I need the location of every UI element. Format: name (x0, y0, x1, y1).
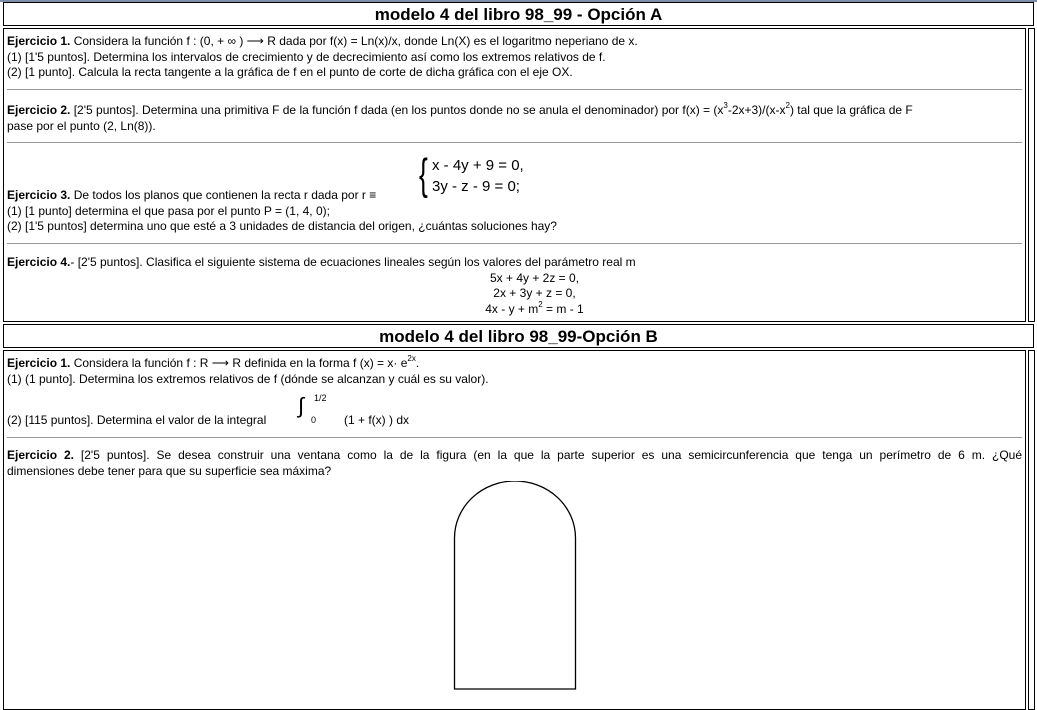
exercise-label: Ejercicio 1. (7, 356, 71, 370)
equation-part: = m - 1 (542, 301, 584, 316)
equation: x - 4y + 9 = 0, (432, 157, 524, 174)
option-a-exercise-2 (7, 103, 1022, 134)
exercise-text: ) tal que la gráfica de F (789, 103, 913, 117)
exercise-label: Ejercicio 2. (7, 103, 71, 117)
superscript: 2 (785, 101, 790, 110)
equation (47, 299, 1022, 318)
exercise-text: -2x+3)/(x-x (727, 103, 786, 117)
exercise-label: Ejercicio 4. (7, 255, 71, 269)
window-outline (455, 481, 576, 689)
window-figure (450, 481, 580, 693)
exercise-text: . (415, 356, 420, 370)
superscript: 2x (407, 354, 416, 363)
exercise-text: (2) [115 puntos]. Determina el valor de la integral (7, 413, 267, 427)
superscript: 2 (538, 299, 543, 309)
option-b-side-column (1028, 350, 1035, 710)
separator (7, 142, 1022, 143)
option-a-exercise-1 (7, 34, 1022, 81)
exercise-text: - [2'5 puntos]. Clasifica el siguiente sistema de ecuaciones lineales según los valores del parámetro real m (70, 255, 636, 269)
exercise-part-2: (2) [1'5 puntos] determina uno que esté a 3 unidades de distancia del origen, ¿cuántas soluciones hay? (7, 219, 557, 233)
option-a-title: modelo 4 del libro 98_99 - Opción A (3, 2, 1034, 26)
separator (7, 243, 1022, 244)
exercise-part-1: (1) [1'5 puntos]. Determina los intervalos de crecimiento y de decrecimiento así como los extremos relativos de f. (7, 49, 606, 64)
exercise-text: Considera la función f : R ⟶ R definida en la forma f (x) = x· e (70, 356, 408, 370)
exercise-label: Ejercicio 3. (7, 188, 71, 202)
option-a-exercise-4 (7, 255, 1022, 317)
exercise-text: Considera la función f : (0, + ∞ ) ⟶ R dada por f(x) = Ln(x)/x, donde Ln(X) es el logaritmo neperiano de x. (70, 34, 638, 48)
integral-lower-limit: 0 (311, 415, 317, 425)
separator (7, 437, 1022, 438)
exercise-label: Ejercicio 2. (7, 448, 74, 462)
exercise-label: Ejercicio 1. (7, 34, 71, 48)
exercise-part-1: (1) (1 punto]. Determina los extremos relativos de f (dónde se alcanzan y cuál es su valor). (7, 371, 489, 386)
exercise-part-1: (1) [1 punto] determina el que pasa por el punto P = (1, 4, 0); (7, 203, 330, 218)
integral-upper-limit: 1/2 (314, 393, 327, 403)
separator (7, 89, 1022, 90)
exercise-line-2: dimensiones debe tener para que su superficie sea máxima? (7, 463, 332, 478)
integral-sign-icon: ∫ (298, 393, 305, 418)
superscript: 3 (723, 101, 728, 110)
option-b-exercise-1 (7, 356, 1022, 387)
exercise-text: [2'5 puntos]. Se desea construir una ventana como la de la figura (en la que la parte superior es una semicircunferencia que tenga un perímetro de 6 m. ¿Qué (73, 448, 1023, 462)
option-b-content (3, 350, 1026, 710)
option-a-content (3, 28, 1026, 322)
equation: 2x + 3y + z = 0, (493, 286, 576, 300)
equation-part: 4x - y + m (485, 301, 539, 316)
equation: 5x + 4y + 2z = 0, (489, 270, 580, 285)
exercise-text: [2'5 puntos]. Determina una primitiva F de la función f dada (en los puntos donde no se anula el denominador) por f(x) = (x (70, 103, 724, 117)
exercise-text: De todos los planos que contienen la recta r dada por r ≡ (70, 188, 377, 202)
exercise-line-2: pase por el punto (2, Ln(8)). (7, 118, 156, 133)
option-a-side-column (1028, 28, 1035, 322)
brace-icon: { (418, 150, 428, 199)
option-b-exercise-2 (7, 448, 1022, 479)
equation: 3y - z - 9 = 0; (432, 178, 520, 195)
exercise-part-2 (7, 413, 1022, 429)
exercise-part-2: (2) [1 punto]. Calcula la recta tangente a la gráfica de f en el punto de corte de dicha gráfica con el eje OX. (7, 65, 573, 79)
integrand: (1 + f(x) ) dx (344, 413, 410, 427)
option-b-title: modelo 4 del libro 98_99-Opción B (3, 324, 1034, 348)
